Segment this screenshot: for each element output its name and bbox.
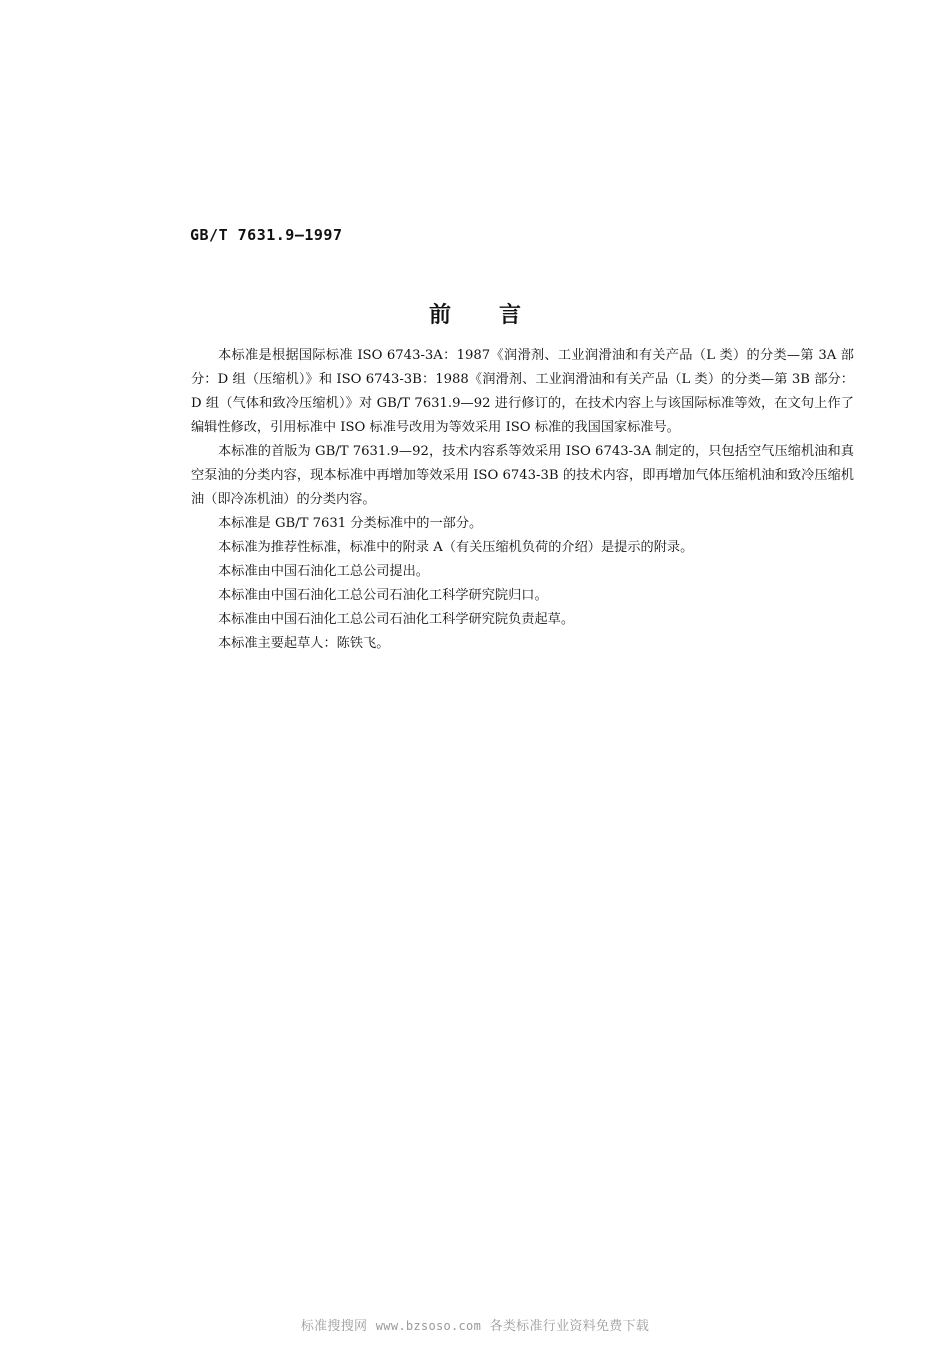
paragraph-drafters: 本标准主要起草人：陈铁飞。 (218, 636, 390, 651)
paragraph-proposed-by: 本标准由中国石油化工总公司提出。 (218, 564, 429, 579)
standard-code: GB/T 7631.9—1997 (190, 226, 343, 244)
footer-tagline: 各类标准行业资料免费下载 (489, 1319, 650, 1334)
paragraph-recommended: 本标准为推荐性标准，标准中的附录 A（有关压缩机负荷的介绍）是提示的附录。 (218, 540, 694, 555)
paragraph-drafted-by: 本标准由中国石油化工总公司石油化工科学研究院负责起草。 (218, 612, 575, 627)
footer-url[interactable]: www.bzsoso.com (375, 1319, 482, 1333)
paragraph-basis: 本标准是根据国际标准 ISO 6743-3A：1987《润滑剂、工业润滑油和有关产品（L 类）的分类—第 3A 部分：D 组（压缩机）》和 ISO 6743-3B：1988《润滑剂、工业润滑油和有关产品（L 类）的分类—第 3B 部分：D 组（气体和致冷压缩机）》对 GB/T 7631.9—92 进行修订的，在技术内容上与该国际标准等效，在文句上作了编辑性修改，引用标准中 ISO 标准号改用为等效采用 ISO 标准的我国国家标准号。 (191, 348, 854, 435)
paragraph-centralized-by: 本标准由中国石油化工总公司石油化工科学研究院归口。 (218, 588, 548, 603)
foreword-body (191, 344, 854, 656)
footer-watermark (0, 1315, 950, 1334)
footer-site-name: 标准搜搜网 (300, 1319, 368, 1334)
paragraph-part-of-series: 本标准是 GB/T 7631 分类标准中的一部分。 (218, 516, 483, 531)
page-title: 前言 (428, 303, 569, 328)
paragraph-first-edition: 本标准的首版为 GB/T 7631.9—92，技术内容系等效采用 ISO 6743-3A 制定的，只包括空气压缩机油和真空泵油的分类内容，现本标准中再增加等效采用 ISO 6743-3B 的技术内容，即再增加气体压缩机油和致冷压缩机油（即冷冻机油）的分类内容。 (191, 444, 854, 507)
